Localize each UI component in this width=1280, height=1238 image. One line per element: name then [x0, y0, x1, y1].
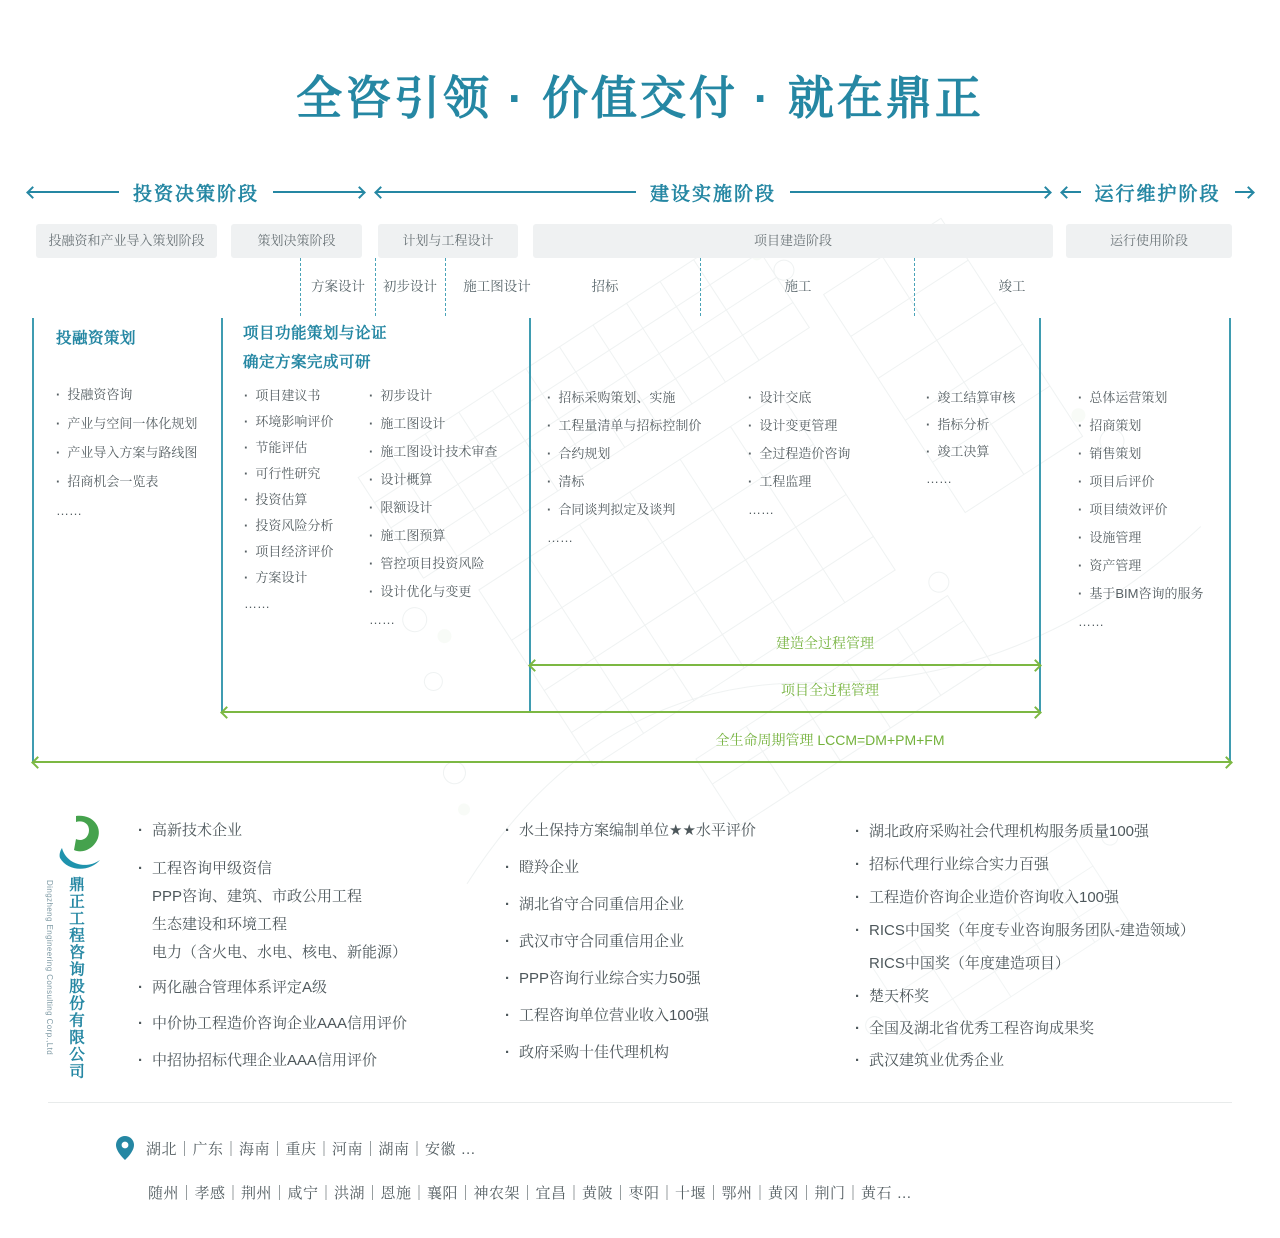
qualification-item: · 招标代理行业综合实力百强: [855, 855, 1049, 875]
qualification-subitem: PPP咨询、建筑、市政公用工程: [152, 888, 363, 905]
qualification-subitem: 生态建设和环境工程: [152, 916, 288, 933]
phase-arrow-construction: [376, 181, 1050, 203]
service-column-construction: [748, 384, 850, 524]
list-item: · 初步设计: [369, 382, 497, 410]
list-item: · 销售策划: [1078, 440, 1203, 468]
list-item: · 限额设计: [369, 494, 497, 522]
arrow-left-icon: [26, 186, 39, 199]
column-header-feasibility-line2: 确定方案完成可研: [243, 354, 372, 371]
qualification-subitem: 电力（含火电、水电、核电、新能源）: [152, 944, 408, 961]
list-item: · 招商策划: [1078, 412, 1203, 440]
list-item: · 设计变更管理: [748, 412, 850, 440]
list-item: · 设计优化与变更: [369, 578, 497, 606]
qualification-subitem: RICS中国奖（年度建造项目）: [869, 955, 1070, 972]
qualification-item: · 楚天杯奖: [855, 987, 929, 1007]
phase-arrow-investment-decision: [28, 181, 364, 203]
substage-label-preliminary-design: 初步设计: [383, 279, 437, 294]
management-bar-label-lifecycle: 全生命周期管理 LCCM=DM+PM+FM: [715, 732, 945, 748]
stage-box-project-construction: 项目建造阶段: [533, 224, 1053, 258]
management-arrow-construction: [530, 659, 1040, 671]
list-item: · 项目绩效评价: [1078, 496, 1203, 524]
list-item-ellipsis: ……: [926, 471, 952, 486]
column-header-financing-planning: 投融资策划: [56, 330, 137, 347]
substage-divider: [700, 258, 701, 316]
list-item: · 投资估算: [244, 487, 333, 513]
qualification-item: · 水土保持方案编制单位★★水平评价: [505, 821, 756, 841]
phase-label: 投资决策阶段: [133, 183, 260, 205]
page-title: 全咨引领 · 价值交付 · 就在鼎正: [296, 72, 984, 124]
arrow-right-icon: [1029, 706, 1042, 719]
management-arrow-project: [222, 706, 1040, 718]
list-item: · 设施管理: [1078, 524, 1203, 552]
group-border: [1039, 318, 1041, 712]
management-bar-label-project: 项目全过程管理: [781, 682, 879, 698]
list-item: · 工程量清单与招标控制价: [547, 412, 701, 440]
arrow-right-icon: [1029, 659, 1042, 672]
qualification-item: · 政府采购十佳代理机构: [505, 1043, 669, 1063]
arrow-left-icon: [1060, 186, 1073, 199]
substage-label-bidding: 招标: [591, 279, 619, 294]
list-item-ellipsis: ……: [547, 530, 573, 545]
list-item: · 产业导入方案与路线图: [56, 438, 197, 467]
list-item: · 节能评估: [244, 435, 333, 461]
list-item: · 项目建议书: [244, 383, 333, 409]
list-item: · 竣工结算审核: [926, 384, 1015, 411]
substage-label-construction-drawing: 施工图设计: [463, 279, 531, 294]
substage-label-completion: 竣工: [998, 279, 1026, 294]
section-divider: [48, 1102, 1232, 1103]
company-name-chinese: 鼎正工程咨询股份有限公司: [67, 876, 84, 1080]
substage-label-construction: 施工: [784, 279, 812, 294]
management-bar-label-construction: 建造全过程管理: [776, 635, 874, 651]
qualification-item: · 武汉建筑业优秀企业: [855, 1051, 1004, 1071]
group-border: [529, 318, 531, 712]
qualification-item: · PPP咨询行业综合实力50强: [505, 969, 701, 989]
list-item: · 投资风险分析: [244, 513, 333, 539]
list-item: · 竣工决算: [926, 438, 1015, 465]
list-item: · 施工图设计技术审查: [369, 438, 497, 466]
arrow-left-icon: [220, 706, 233, 719]
list-item: · 基于BIM咨询的服务: [1078, 580, 1203, 608]
qualification-item: · RICS中国奖（年度专业咨询服务团队-建造领域）: [855, 921, 1195, 941]
list-item: · 招标采购策划、实施: [547, 384, 701, 412]
stage-box-financing-planning: 投融资和产业导入策划阶段: [36, 224, 217, 258]
list-item: · 管控项目投资风险: [369, 550, 497, 578]
list-item-ellipsis: ……: [244, 596, 270, 611]
qualification-item: · 高新技术企业: [138, 821, 242, 841]
phase-label: 建设实施阶段: [650, 183, 777, 205]
qualification-item: · 瞪羚企业: [505, 858, 579, 878]
qualification-item: · 工程咨询单位营业收入100强: [505, 1006, 709, 1026]
group-border-right: [1229, 318, 1231, 762]
service-column-bidding: [547, 384, 701, 552]
list-item-ellipsis: ……: [1078, 614, 1104, 629]
service-column-design: [369, 382, 497, 634]
list-item: · 环境影响评价: [244, 409, 333, 435]
list-item: · 产业与空间一体化规划: [56, 409, 197, 438]
list-item: · 工程监理: [748, 468, 850, 496]
group-border-left: [32, 318, 34, 762]
arrow-left-icon: [528, 659, 541, 672]
qualification-item: · 工程造价咨询企业造价咨询收入100强: [855, 888, 1119, 908]
qualification-item: · 武汉市守合同重信用企业: [505, 932, 684, 952]
arrow-right-icon: [1242, 186, 1255, 199]
company-name-english: Dingzheng Engineering Consulting Corp.,Ltd: [45, 880, 54, 1056]
service-column-feasibility: [244, 383, 333, 617]
list-item: · 资产管理: [1078, 552, 1203, 580]
list-item: · 施工图预算: [369, 522, 497, 550]
stage-box-plan-design: 计划与工程设计: [378, 224, 518, 258]
list-item: · 全过程造价咨询: [748, 440, 850, 468]
qualification-item: · 湖北政府采购社会代理机构服务质量100强: [855, 822, 1149, 842]
column-header-feasibility-line1: 项目功能策划与论证: [243, 325, 388, 342]
location-pin-icon: [116, 1136, 134, 1160]
substage-divider: [914, 258, 915, 316]
arrow-right-icon: [1039, 186, 1052, 199]
list-item-ellipsis: ……: [56, 503, 82, 518]
qualification-item: · 中招协招标代理企业AAA信用评价: [138, 1051, 377, 1071]
list-item-ellipsis: ……: [369, 612, 395, 627]
service-column-completion: [926, 384, 1015, 492]
group-border: [221, 318, 223, 712]
company-logo: [58, 814, 102, 872]
service-column-operation: [1078, 384, 1203, 636]
list-item: · 施工图设计: [369, 410, 497, 438]
list-item: · 合约规划: [547, 440, 701, 468]
list-item: · 投融资咨询: [56, 380, 197, 409]
service-column-financing: [56, 380, 197, 525]
list-item: · 设计概算: [369, 466, 497, 494]
substage-label-scheme-design: 方案设计: [311, 279, 365, 294]
list-item: · 清标: [547, 468, 701, 496]
qualification-item: · 湖北省守合同重信用企业: [505, 895, 684, 915]
list-item: · 方案设计: [244, 565, 333, 591]
phase-arrow-operation: [1062, 181, 1253, 203]
city-list: 随州｜孝感｜荆州｜咸宁｜洪湖｜恩施｜襄阳｜神农架｜宜昌｜黄陂｜枣阳｜十堰｜鄂州｜黄冈｜荆门｜黄石 …: [148, 1185, 913, 1202]
list-item: · 项目经济评价: [244, 539, 333, 565]
stage-box-operation-use: 运行使用阶段: [1066, 224, 1232, 258]
list-item: · 设计交底: [748, 384, 850, 412]
list-item: · 总体运营策划: [1078, 384, 1203, 412]
list-item-ellipsis: ……: [748, 502, 774, 517]
arrow-left-icon: [31, 756, 44, 769]
qualification-item: · 中价协工程造价咨询企业AAA信用评价: [138, 1014, 407, 1034]
list-item: · 指标分析: [926, 411, 1015, 438]
stage-box-planning-decision: 策划决策阶段: [231, 224, 362, 258]
arrow-right-icon: [1220, 756, 1233, 769]
province-list: 湖北｜广东｜海南｜重庆｜河南｜湖南｜安徽 …: [146, 1141, 477, 1158]
phase-label: 运行维护阶段: [1094, 183, 1221, 205]
arrow-left-icon: [374, 186, 387, 199]
qualification-item: · 工程咨询甲级资信: [138, 859, 272, 879]
list-item: · 招商机会一览表: [56, 467, 197, 496]
list-item: · 可行性研究: [244, 461, 333, 487]
arrow-right-icon: [353, 186, 366, 199]
qualification-item: · 两化融合管理体系评定A级: [138, 978, 327, 998]
list-item: · 项目后评价: [1078, 468, 1203, 496]
qualification-item: · 全国及湖北省优秀工程咨询成果奖: [855, 1019, 1094, 1039]
list-item: · 合同谈判拟定及谈判: [547, 496, 701, 524]
management-arrow-lifecycle: [33, 756, 1231, 768]
